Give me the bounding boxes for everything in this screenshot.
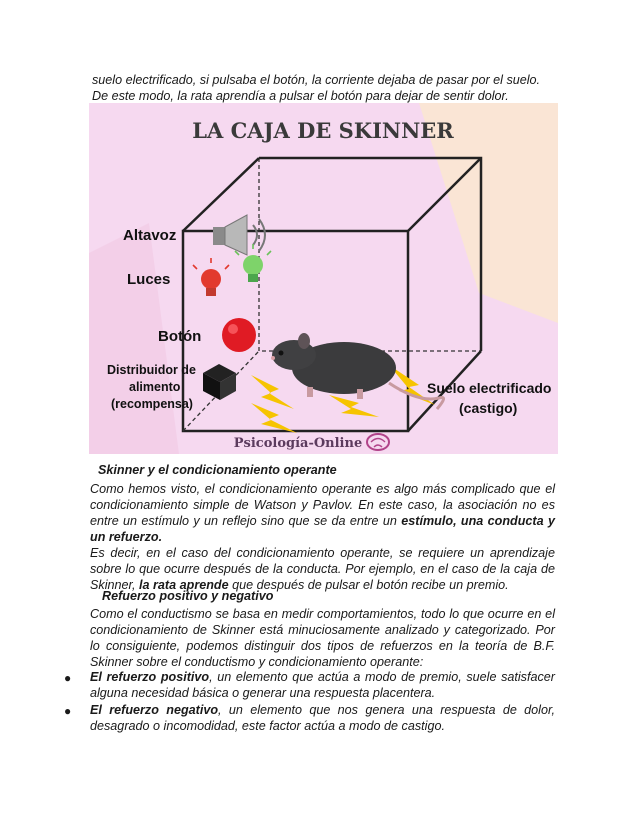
intro-line: suelo electrificado, si pulsaba el botón, la corriente dejaba de pasar por el suelo. xyxy=(92,73,541,87)
label-lights: Luces xyxy=(127,271,171,288)
text-run-bold: El refuerzo negativo xyxy=(90,703,219,717)
section-paragraph: Como el conductismo se basa en medir comportamientos, todo lo que ocurre en el condicionamiento de Skinner está minuciosamente analizado y categorizado. Por lo consiguiente, podemos distinguir dos tipos de refuerzos en la teoría de B.F. Skinner sobre el conductismo y condicionamiento operante: xyxy=(90,607,555,669)
section-heading: Skinner y el condicionamiento operante xyxy=(98,463,337,477)
button-highlight xyxy=(228,324,238,334)
label-food-dispenser: Distribuidor de xyxy=(107,363,196,377)
label-food-dispenser: (recompensa) xyxy=(111,397,193,411)
skinner-box-figure xyxy=(89,103,558,454)
intro-paragraph xyxy=(92,72,554,104)
text-run: Es decir, en el caso del condicionamiento operante, se requiere un aprendizaje sobre lo que ocurre después de la conducta. Por ejemplo, en el caso de la caja de Skinner, xyxy=(90,546,555,592)
label-food-dispenser: alimento xyxy=(129,380,181,394)
intro-line: De este modo, la rata aprendía a pulsar el botón para dejar de sentir dolor. xyxy=(92,89,509,103)
text-run-bold: El refuerzo positivo xyxy=(90,670,210,684)
bullet-dot: ● xyxy=(64,704,72,718)
text-run-bold: estímulo, una conducta y un refuerzo. xyxy=(90,514,555,544)
label-electrified-floor: (castigo) xyxy=(459,400,518,416)
brand-logo-text: Psicología-Online xyxy=(233,436,363,451)
text-run: que después de pulsar el botón recibe un premio. xyxy=(228,578,509,592)
text-run: Como hemos visto, el condicionamiento operante es algo más complicado que el condicionamiento simple de Watson y Pavlov. En este caso, la asociación no es entre un estímulo y un reflejo sino que se da entre un xyxy=(90,482,555,528)
text-run-bold: la rata aprende xyxy=(139,578,229,592)
bullet-dot: ● xyxy=(64,671,72,685)
figure-title: LA CAJA DE SKINNER xyxy=(192,118,454,143)
section-heading: Refuerzo positivo y negativo xyxy=(102,589,274,603)
list-item xyxy=(90,702,555,734)
label-electrified-floor: Suelo electrificado xyxy=(427,380,552,396)
list-item xyxy=(90,669,555,701)
label-speaker: Altavoz xyxy=(123,227,177,244)
lever-button-icon xyxy=(222,318,256,352)
text-run: , un elemento que nos genera una respuesta de dolor, desagrado o incomodidad, este factor actúa a modo de castigo. xyxy=(90,703,555,733)
label-button: Botón xyxy=(158,328,202,345)
section-paragraph xyxy=(90,481,555,593)
text-run: , un elemento que actúa a modo de premio, suele satisfacer alguna necesidad básica o generar una respuesta placentera. xyxy=(90,670,555,700)
